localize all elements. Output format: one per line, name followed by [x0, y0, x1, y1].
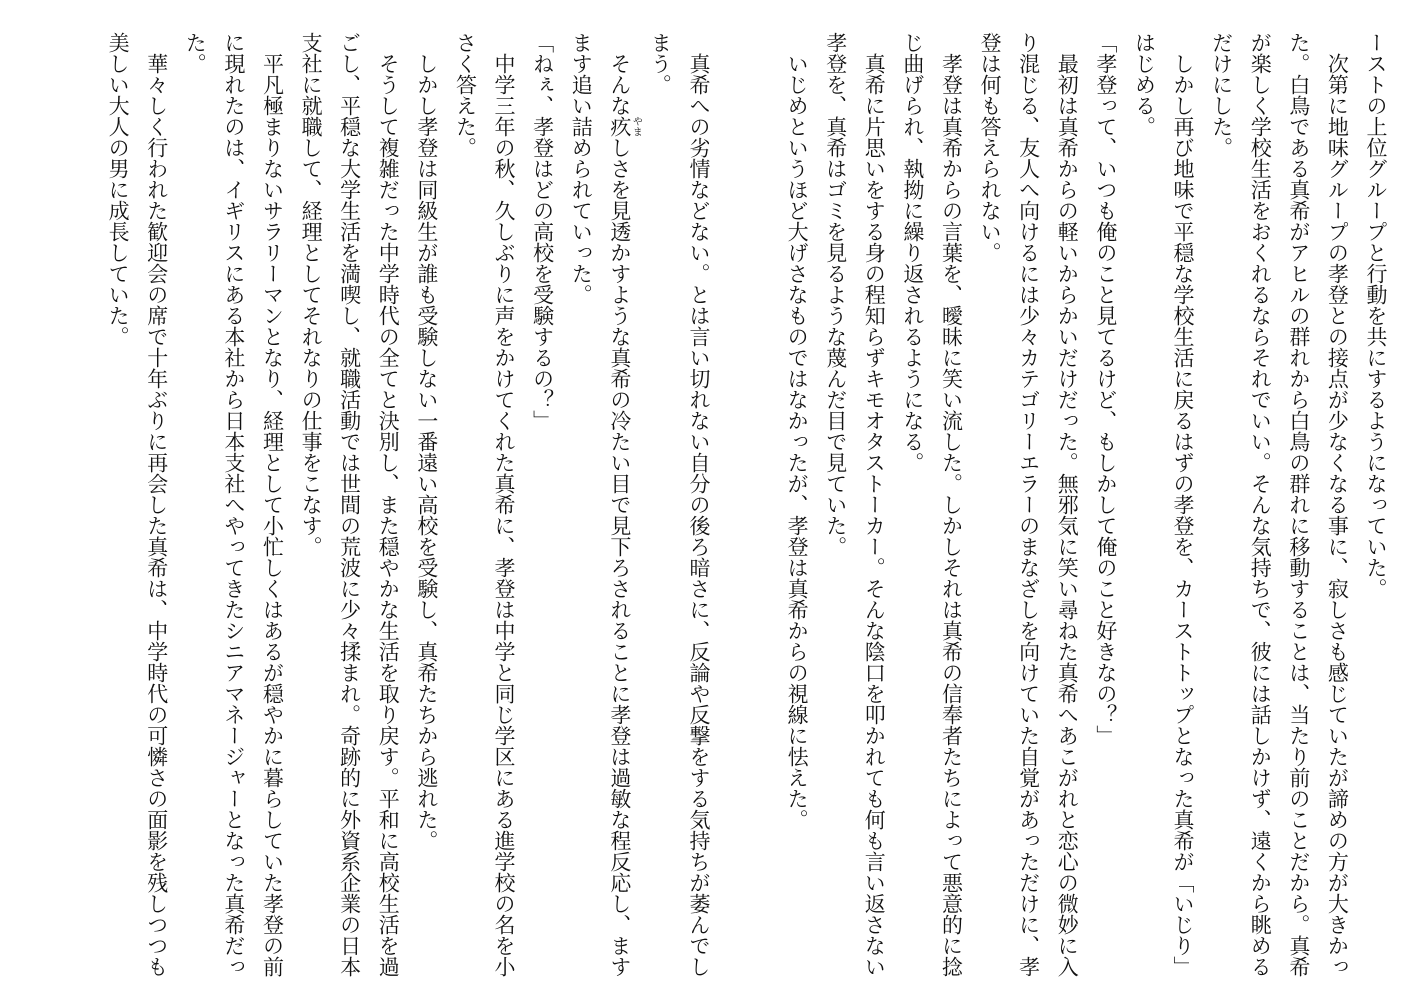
paragraph: 真希への劣情などない。とは言い切れない自分の後ろ暗さに、反論や反撃をする気持ちが萎んでしまう。	[648, 32, 711, 977]
dialogue-line: 「孝登って、いつも俺のこと見てるけど、もしかして俺のこと好きなの？」	[1093, 32, 1118, 746]
paragraph: 中学三年の秋、久しぶりに声をかけてくれた真希に、孝登は中学と同じ学区にある進学校の名を小さく答えた。	[453, 32, 517, 977]
paragraph: 最初は真希からの軽いからかいだけだった。無邪気に笑い尋ねた真希へあこがれと恋心の微妙に入り混じる、友人へ向けるには少々カテゴリーエラーのまなざしを向けていた自覚があっただけに、孝登は何も答えられない。	[978, 32, 1080, 977]
paragraph: そうして複雑だった中学時代の全てと決別し、また穏やかな生活を取り戻す。平和に高校生活を過ごし、平穏な大学生活を満喫し、就職活動では世間の荒波に少々揉まれ。奇跡的に外資系企業の日本支社に就職して、経理としてそれなりの仕事をこなす。	[299, 32, 401, 977]
left-page	[58, 32, 718, 982]
paragraph-rest: しさを見透かすような真希の冷たい目で見下ろされることに孝登は過敏な程反応し、ますます追い詰められていった。	[569, 32, 632, 977]
ruby-reading: やま	[630, 116, 642, 137]
right-page	[735, 32, 1395, 982]
paragraph: いじめというほど大げさなものではなかったが、孝登は真希からの視線に怯えた。	[785, 32, 810, 830]
paragraph: しかし孝登は同級生が誰も受験しない一番遠い高校を受験し、真希たちから逃れた。	[414, 32, 439, 851]
ruby-base: 疚	[607, 116, 632, 137]
paragraph: しかし再び地味で平穏な学校生活に戻るはずの孝登を、カーストトップとなった真希が「いじり」はじめる。	[1132, 32, 1196, 977]
paragraph: 孝登は真希からの言葉を、曖昧に笑い流した。しかしそれは真希の信奉者たちによって悪意的に捻じ曲げられ、執拗に繰り返されるようになる。	[900, 32, 964, 977]
ruby-word	[607, 116, 642, 137]
paragraph: 平凡極まりないサラリーマンとなり、経理として小忙しくはあるが穏やかに暮らしていた孝登の前に現れたのは、イギリスにある本社から日本支社へやってきたシニアマネージャーとなった真希だった。	[183, 32, 285, 977]
paragraph: ーストの上位グループと行動を共にするようになっていた。	[1364, 32, 1388, 599]
paragraph: 華々しく行われた歓迎会の席で十年ぶりに再会した真希は、中学時代の可憐さの面影を残しつつも美しい大人の男に成長していた。	[106, 32, 169, 977]
paragraph-start: そんな	[607, 32, 632, 116]
dialogue-line: 「ねぇ、孝登はどの高校を受験するの？」	[530, 32, 555, 431]
paragraph: 真希に片思いをする身の程知らずキモオタストーカー。そんな陰口を叩かれても何も言い返さない孝登を、真希はゴミを見るような蔑んだ目で見ていた。	[823, 32, 887, 977]
paragraph: 次第に地味グループの孝登との接点が少なくなる事に、寂しさも感じていたが諦めの方が大きかった。白鳥である真希がアヒルの群れから白鳥の群れに移動することは、当たり前のことだから。真希が楽しく学校生活をおくれるならそれでいい。そんな気持ちで、彼には話しかけず、遠くから眺めるだけにした。	[1209, 32, 1350, 977]
paragraph-with-ruby	[562, 32, 641, 982]
